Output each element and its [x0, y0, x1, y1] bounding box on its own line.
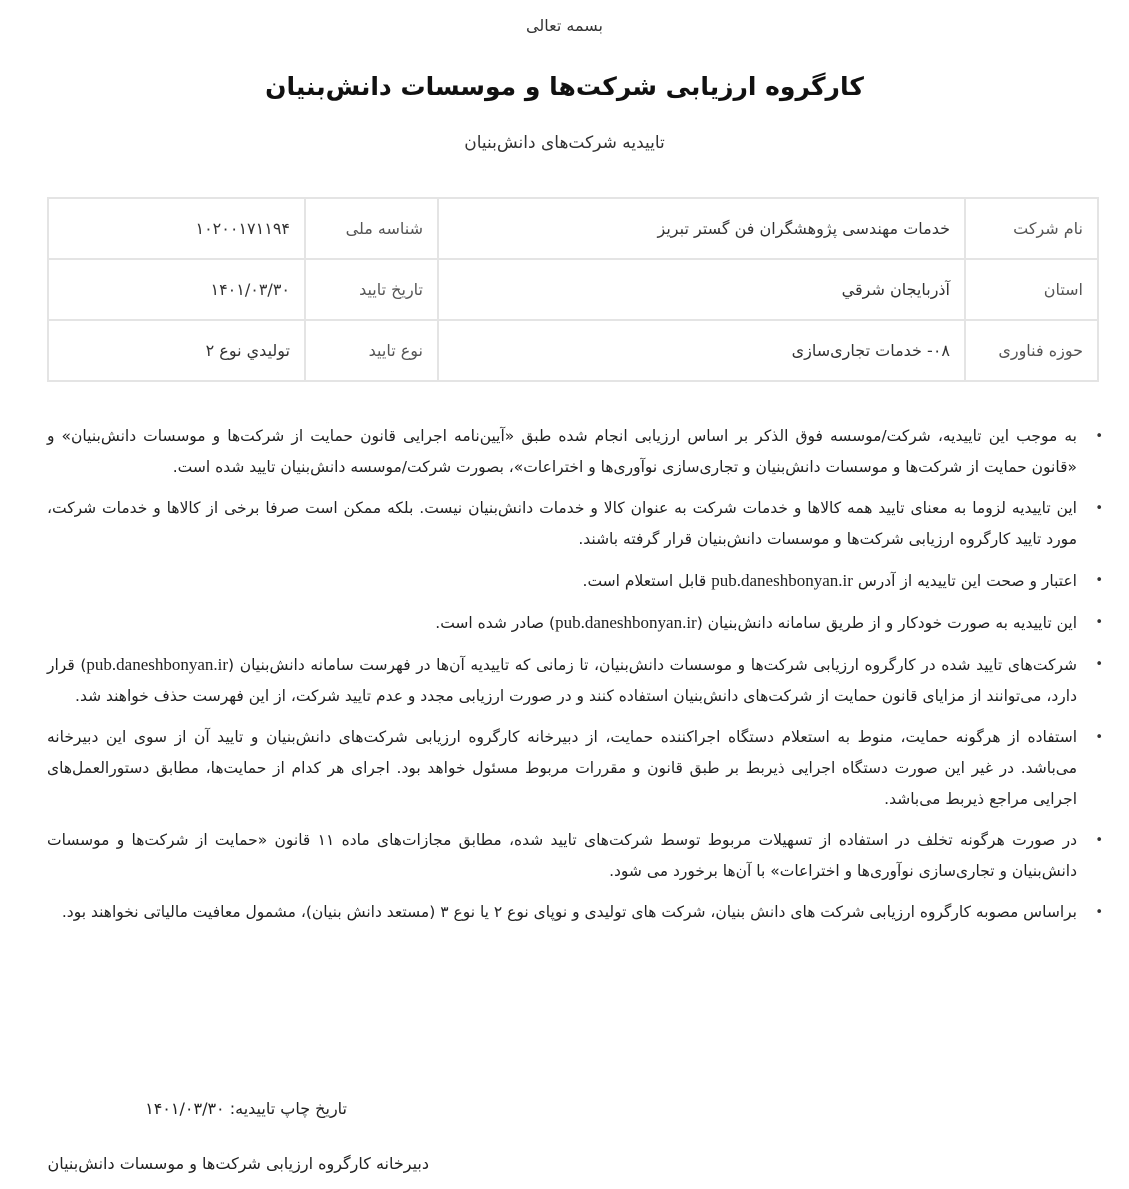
- list-item: [47, 897, 1107, 928]
- bullet-icon: •: [1095, 501, 1103, 516]
- bullet-icon: •: [1095, 429, 1103, 444]
- list-item: [47, 607, 1107, 639]
- approval-date-label: تاریخ تایید: [305, 259, 438, 320]
- approval-date-value: ۱۴۰۱/۰۳/۳۰: [48, 259, 305, 320]
- verification-link[interactable]: pub.daneshbonyan.ir: [711, 571, 853, 590]
- note-text: این تاییدیه به صورت خودکار و از طریق سامانه دانش‌بنیان (: [696, 614, 1077, 632]
- company-name-label: نام شرکت: [965, 198, 1098, 259]
- system-link[interactable]: pub.daneshbonyan.ir: [555, 613, 697, 632]
- note-text: ) صادر شده است.: [435, 614, 556, 632]
- bullet-icon: •: [1095, 833, 1103, 848]
- note-text: اعتبار و صحت این تاییدیه از آدرس: [857, 572, 1077, 590]
- note-text: ) قرار دارد، می‌توانند از مزایای قانون حمایت از شرکت‌های دانش‌بنیان استفاده کنند و در صورت ارزیابی مجدد و عدم تایید شرکت، از این فهرست حذف خواهند شد.: [47, 656, 1077, 705]
- note-text: براساس مصوبه کارگروه ارزیابی شرکت های دانش بنیان، شرکت های تولیدی و نوپای نوع ۲ یا نوع ۳ (مستعد دانش بنیان)، مشمول معافیت مالیاتی نخواهند بود.: [61, 903, 1077, 921]
- table-row: [48, 198, 1098, 259]
- list-item: [47, 421, 1107, 483]
- bullet-icon: •: [1095, 657, 1103, 672]
- bullet-icon: •: [1095, 905, 1103, 920]
- list-link[interactable]: pub.daneshbonyan.ir: [86, 655, 229, 674]
- bullet-icon: •: [1095, 730, 1103, 745]
- table-row: [48, 259, 1098, 320]
- list-item: [47, 493, 1107, 555]
- note-text: شرکت‌های تایید شده در کارگروه ارزیابی شرکت‌ها و موسسات دانش‌بنیان، تا زمانی که تاییدیه آن‌ها در فهرست سامانه دانش‌بنیان (: [228, 656, 1077, 674]
- note-text: این تاییدیه لزوما به معنای تایید همه کالاها و خدمات شرکت به عنوان کالا و خدمات دانش‌بنیان نیست. بلکه ممکن است صرفا برخی از کالاها و خدمات شرکت، مورد تایید کارگروه ارزیابی شرکت‌ها و موسسات دانش‌بنیان قرار گرفته باشند.: [47, 499, 1077, 548]
- note-text: قابل استعلام است.: [582, 572, 707, 590]
- approval-type-value: توليدي نوع ۲: [48, 320, 305, 381]
- table-row: [48, 320, 1098, 381]
- company-name-value: خدمات مهندسی پژوهشگران فن گستر تبریز: [438, 198, 965, 259]
- technology-field-label: حوزه فناوری: [965, 320, 1098, 381]
- notes-list: [47, 421, 1107, 938]
- bullet-icon: •: [1095, 615, 1103, 630]
- province-label: استان: [965, 259, 1098, 320]
- print-date: [145, 1099, 347, 1118]
- list-item: [47, 565, 1107, 597]
- print-date-label: تاریخ چاپ تاییدیه:: [229, 1099, 347, 1118]
- national-id-label: شناسه ملی: [305, 198, 438, 259]
- issuer-signature: دبیرخانه کارگروه ارزیابی شرکت‌ها و موسسات دانش‌بنیان: [47, 1154, 429, 1173]
- bullet-icon: •: [1095, 573, 1103, 588]
- print-date-value: ۱۴۰۱/۰۳/۳۰: [145, 1099, 225, 1118]
- national-id-value: ۱۰۲۰۰۱۷۱۱۹۴: [48, 198, 305, 259]
- company-info-table: [47, 197, 1099, 382]
- note-text: استفاده از هرگونه حمایت، منوط به استعلام دستگاه اجراکننده حمایت، از دبیرخانه کارگروه ارزیابی شرکت‌های دانش‌بنیان و تایید آن از سوی این دبیرخانه می‌باشد. در غیر این صورت دستگاه اجرایی ذیربط بر طبق قانون و مقررات مربوط مسئول خواهد بود. اجرای هر کدام از حمایت‌ها، مطابق دستورالعمل‌های اجرایی مراجع ذیربط می‌باشد.: [47, 728, 1077, 808]
- list-item: [47, 649, 1107, 712]
- note-text: به موجب این تاییدیه، شرکت/موسسه فوق الذکر بر اساس ارزیابی انجام شده طبق «آیین‌نامه اجرایی قانون حمایت از شرکت‌ها و موسسات دانش‌بنیان» و «قانون حمایت از شرکت‌ها و موسسات دانش‌بنیان و تجاری‌سازی نوآوری‌ها و اختراعات»، بصورت شرکت/موسسه دانش‌بنیان تایید شده است.: [47, 427, 1077, 476]
- page-title: کارگروه ارزیابی شرکت‌ها و موسسات دانش‌بنیان: [265, 72, 864, 101]
- list-item: [47, 722, 1107, 815]
- technology-field-value: ۰۸- خدمات تجاری‌سازی: [438, 320, 965, 381]
- bismillah-heading: بسمه تعالی: [526, 16, 603, 35]
- note-text: در صورت هرگونه تخلف در استفاده از تسهیلات مربوط توسط شرکت‌های تایید شده، مطابق مجازات‌های ماده ۱۱ قانون «حمایت از شرکت‌ها و موسسات دانش‌بنیان و تجاری‌سازی نوآوری‌ها و اختراعات» با آن‌ها برخورد می شود.: [47, 831, 1077, 880]
- page-subtitle: تاییدیه شرکت‌های دانش‌بنیان: [464, 133, 665, 153]
- list-item: [47, 825, 1107, 887]
- approval-type-label: نوع تایید: [305, 320, 438, 381]
- province-value: آذربایجان شرقي: [438, 259, 965, 320]
